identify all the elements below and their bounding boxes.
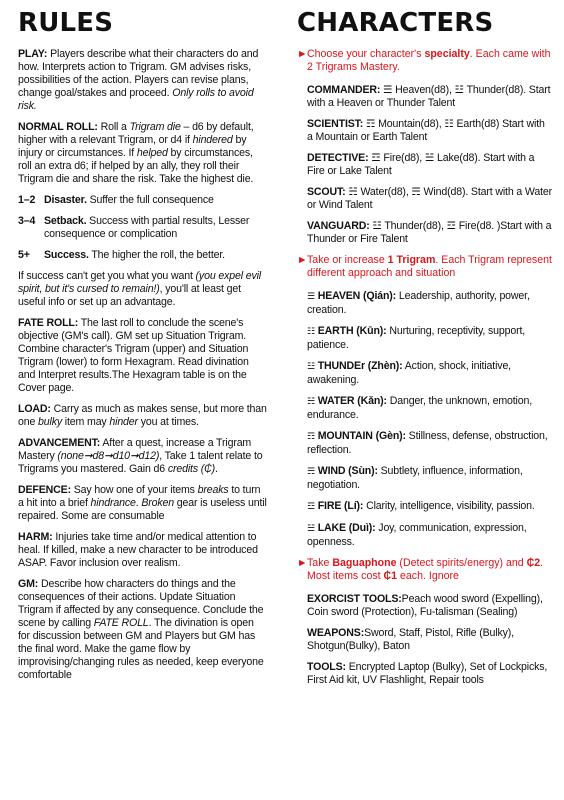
- breaks-term: breaks: [197, 484, 229, 496]
- specialty-name: DETECTIVE:: [307, 152, 369, 164]
- tool-items: Peach wood sword (Expelling), Coin sword (Protection), Fu-talisman (Sealing): [307, 593, 543, 618]
- tools-general: [307, 661, 552, 687]
- play-text: Players describe what their characters do and how. Interprets action to Trigram. GM advises risks, possibilities of the action. Players can revise plans, change goal/stakes and proceed.: [18, 48, 259, 99]
- trigram-desc: Clarity, intelligence, visibility, passion.: [363, 500, 535, 512]
- harm-label: HARM:: [18, 531, 53, 543]
- specialty-vanguard: [307, 220, 552, 246]
- load-label: LOAD:: [18, 403, 51, 415]
- roll-result-text: [44, 249, 268, 262]
- characters-title: CHARACTERS: [297, 8, 494, 38]
- advancement-label: ADVANCEMENT:: [18, 437, 101, 449]
- load-text: you at times.: [137, 416, 199, 428]
- heaven-trigram-icon: ☰: [307, 292, 315, 302]
- advancement-text: After a quest, increase a Trigram Mastery: [18, 437, 252, 462]
- trigram-desc: Danger, the unknown, emotion, endurance.: [307, 395, 533, 421]
- tool-items: Encrypted Laptop (Bulky), Set of Lockpicks, First Aid kit, UV Flashlight, Repair tools: [307, 661, 548, 686]
- earth-trigram-icon: ☷: [307, 327, 315, 337]
- defence-text: to turn a hit into a brief: [18, 484, 261, 509]
- roll-result-name: Setback.: [44, 215, 87, 227]
- trigram-fire: [307, 500, 552, 514]
- tool-category: EXORCIST TOOLS:: [307, 593, 402, 605]
- trigram-desc: Leadership, authority, power, creation.: [307, 290, 530, 316]
- load-rule: [18, 403, 268, 429]
- trigram-heaven: [307, 290, 552, 317]
- trigram-instruction: [297, 254, 552, 280]
- roll-result-name: Disaster.: [44, 194, 87, 206]
- rules-column: [18, 8, 268, 690]
- roll-result-desc: Success with partial results, Lesser consequence or complication: [44, 215, 250, 240]
- specialty-name: SCOUT:: [307, 186, 346, 198]
- fire-trigram-icon: ☲: [307, 502, 315, 512]
- gm-text: Describe how characters do things and the consequences of their actions. Update Situation Trigram if affected by any consequence. Conclude the scene by calling: [18, 578, 264, 629]
- trigram-term: 1 Trigram: [387, 254, 436, 266]
- specialty-scout: [307, 186, 552, 212]
- trigram-instruction-text: [307, 254, 552, 280]
- advancement-text: , Take 1 talent relate to Trigrams you mastered. Gain d6: [18, 450, 263, 475]
- play-label: PLAY:: [18, 48, 48, 60]
- roll-result-name: Success.: [44, 249, 89, 261]
- specialty-desc: ☰ Heaven(d8), ☳ Thunder(d8). Start with a Heaven or Thunder Talent: [307, 84, 551, 109]
- trigram-wind: [307, 465, 552, 492]
- trigram-desc: Action, shock, initiative, awakening.: [307, 360, 511, 386]
- normal-roll-text: by injury or circumstances. If: [18, 134, 247, 159]
- trigram-list: [297, 290, 552, 549]
- hinder-term: hinder: [109, 416, 138, 428]
- specialty-detective: [307, 152, 552, 178]
- roll-result-success: [18, 249, 268, 262]
- characters-column: [297, 8, 552, 695]
- fail-forward-text: If success can't get you what you want: [18, 270, 196, 282]
- load-text: item may: [62, 416, 110, 428]
- trigram-water: [307, 395, 552, 422]
- instruction-text: (Detect spirits/energy) and: [396, 557, 527, 569]
- trigram-name: LAKE (Duì):: [314, 522, 376, 534]
- fate-roll-rule: [18, 317, 268, 395]
- hindered-term: hindered: [192, 134, 233, 146]
- defence-rule: [18, 484, 268, 523]
- lake-trigram-icon: ☱: [307, 524, 315, 534]
- defence-label: DEFENCE:: [18, 484, 71, 496]
- roll-result-desc: The higher the roll, the better.: [88, 249, 225, 261]
- trigram-name: THUNDEr (Zhèn):: [314, 360, 403, 372]
- baguaphone-instruction: [297, 557, 552, 583]
- trigram-earth: [307, 325, 552, 352]
- trigram-name: HEAVEN (Qián):: [314, 290, 397, 302]
- instruction-text: each. Ignore: [397, 570, 459, 582]
- specialty-instruction-text: [307, 48, 552, 74]
- instruction-text: . Each came with 2 Trigrams Mastery.: [307, 48, 551, 73]
- normal-roll-text: Roll a: [97, 121, 130, 133]
- roll-result-desc: Suffer the full consequence: [86, 194, 214, 206]
- broken-term: Broken: [141, 497, 174, 509]
- arrow-right-icon: ►: [297, 254, 308, 266]
- normal-roll-label: NORMAL ROLL:: [18, 121, 98, 133]
- trigram-name: FIRE (Lí):: [314, 500, 364, 512]
- specialty-name: COMMANDER:: [307, 84, 381, 96]
- tools-weapons: [307, 627, 552, 653]
- specialty-term: specialty: [424, 48, 470, 60]
- roll-result-text: [44, 194, 268, 207]
- trigram-thunder: [307, 360, 552, 387]
- normal-roll-text: – d6 by default, higher with a relevant Trigram, or d4 if: [18, 121, 254, 146]
- tool-items: Sword, Staff, Pistol, Rifle (Bulky), Shotgun(Bulky), Baton: [307, 627, 514, 652]
- thunder-trigram-icon: ☳: [307, 362, 315, 372]
- gm-rule: [18, 578, 268, 682]
- fate-roll-label: FATE ROLL:: [18, 317, 79, 329]
- specialty-desc: ☶ Mountain(d8), ☷ Earth(d8) Start with a Mountain or Earth Talent: [307, 118, 545, 143]
- fail-forward-note: [18, 270, 268, 309]
- fail-forward-example: (you expel evil spirit, but it's cursed to remain!): [18, 270, 262, 295]
- roll-result-text: [44, 215, 268, 241]
- wind-trigram-icon: ☴: [307, 467, 315, 477]
- specialty-desc: ☵ Water(d8), ☴ Wind(d8). Start with a Water or Wind Talent: [307, 186, 552, 211]
- advancement-text: .: [215, 463, 218, 475]
- defence-text: .: [135, 497, 142, 509]
- arrow-right-icon: ►: [297, 557, 308, 569]
- trigram-lake: [307, 522, 552, 549]
- play-emphasis: Only rolls to avoid risk.: [18, 87, 254, 112]
- fate-roll-text: The last roll to conclude the scene's objective (GM's call). GM set up Situation Trigram. Combine character's Trigram (upper) and Situation Trigram (lower) to form Hexagram. Read divination and Interpret results.The Hexagram table is on the Cover page.: [18, 317, 249, 394]
- trigram-desc: Nurturing, receptivity, support, patience.: [307, 325, 526, 351]
- roll-range: 5+: [18, 249, 30, 261]
- trigram-desc: Subtlety, influence, information, negotiation.: [307, 465, 523, 491]
- specialty-desc: ☲ Fire(d8), ☱ Lake(d8). Start with a Fire or Lake Talent: [307, 152, 535, 177]
- harm-text: Injuries take time and/or medical attention to heal. If killed, make a new character to be introduced ASAP. Favor inclusion over realism.: [18, 531, 258, 569]
- instruction-text: . Each Trigram represent different approach and situation: [307, 254, 552, 279]
- load-text: Carry as much as makes sense, but more than one: [18, 403, 267, 428]
- tools-list: [297, 593, 552, 687]
- play-rule: [18, 48, 268, 113]
- normal-roll-rule: [18, 121, 268, 186]
- water-trigram-icon: ☵: [307, 397, 315, 407]
- specialty-desc: ☳ Thunder(d8), ☲ Fire(d8. )Start with a Thunder or Fire Talent: [307, 220, 552, 245]
- mastery-progression: (none➞d8➞d10➞d12): [57, 450, 160, 462]
- trigram-desc: Joy, communication, expression, openness.: [307, 522, 527, 548]
- instruction-text: Take: [307, 557, 333, 569]
- arrow-right-icon: ►: [297, 48, 308, 60]
- bulky-term: bulky: [38, 416, 63, 428]
- starting-credits: ₵2: [526, 557, 541, 569]
- trigram-die-term: Trigram die: [129, 121, 181, 133]
- defence-text: gear is useless until repaired. Some are consumable: [18, 497, 267, 522]
- defence-text: Say how one of your items: [70, 484, 198, 496]
- instruction-text: Choose your character's: [307, 48, 425, 60]
- baguaphone-instruction-text: [307, 557, 552, 583]
- trigram-mountain: [307, 430, 552, 457]
- trigram-name: WIND (Sùn):: [314, 465, 378, 477]
- gm-text: . The divination is open for discussion between GM and Players but GM has the final word. Make the game flow by improvising/changing rules as needed, keep everyone comfortable: [18, 617, 264, 681]
- specialty-name: SCIENTIST:: [307, 118, 364, 130]
- roll-result-disaster: [18, 194, 268, 207]
- baguaphone-term: Baguaphone: [332, 557, 397, 569]
- specialty-instruction: [297, 48, 552, 74]
- advancement-rule: [18, 437, 268, 476]
- tool-category: TOOLS:: [307, 661, 346, 673]
- specialty-list: [297, 84, 552, 246]
- gm-label: GM:: [18, 578, 39, 590]
- trigram-name: MOUNTAIN (Gèn):: [314, 430, 406, 442]
- fate-roll-term: FATE ROLL: [93, 617, 149, 629]
- hindrance-term: hindrance: [90, 497, 136, 509]
- normal-roll-text: by circumstances, roll an extra d6; if helped by an ally, they roll their Trigram die and share the risk. Take the highest die.: [18, 147, 254, 185]
- specialty-scientist: [307, 118, 552, 144]
- harm-rule: [18, 531, 268, 570]
- tools-exorcist: [307, 593, 552, 619]
- credits-term: credits (₵): [167, 463, 216, 475]
- tool-category: WEAPONS:: [307, 627, 365, 639]
- specialty-name: VANGUARD:: [307, 220, 370, 232]
- helped-term: helped: [136, 147, 168, 159]
- instruction-text: . Most items cost: [307, 557, 544, 582]
- trigram-name: WATER (Kǎn):: [314, 395, 387, 407]
- instruction-text: Take or increase: [307, 254, 388, 266]
- trigram-desc: Stillness, defense, obstruction, reflection.: [307, 430, 548, 456]
- roll-range: 1–2: [18, 194, 36, 206]
- specialty-commander: [307, 84, 552, 110]
- item-cost: ₵1: [383, 570, 398, 582]
- roll-range: 3–4: [18, 215, 36, 227]
- mountain-trigram-icon: ☶: [307, 432, 315, 442]
- fail-forward-text: , you'll at least get useful info or set up an advantage.: [18, 283, 241, 308]
- roll-result-setback: [18, 215, 268, 241]
- rules-title: RULES: [18, 8, 114, 38]
- trigram-name: EARTH (Kūn):: [314, 325, 387, 337]
